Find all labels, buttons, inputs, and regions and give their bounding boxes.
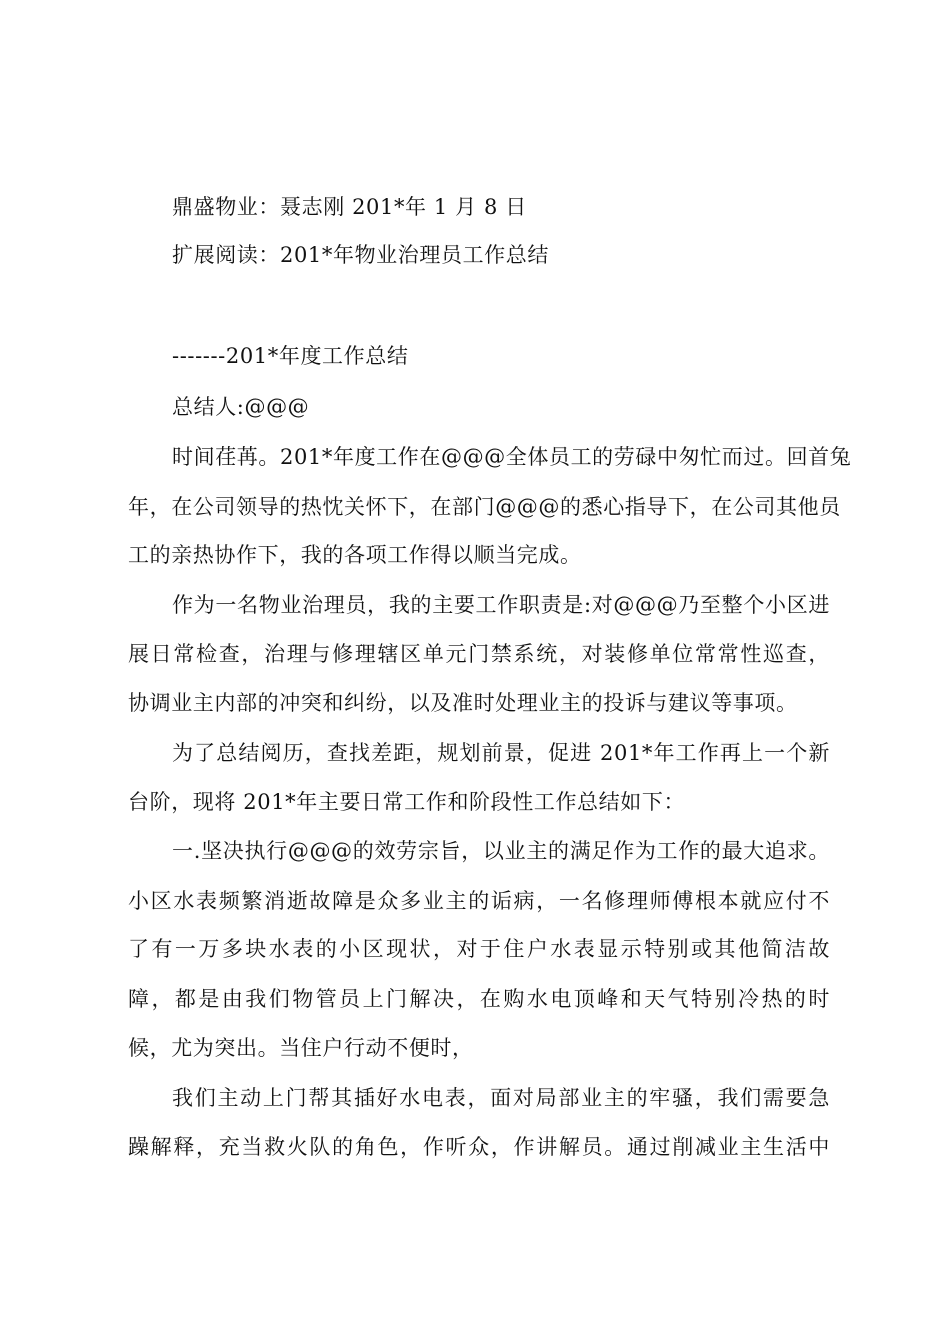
paragraph-line: 工的亲热协作下，我的各项工作得以顺当完成。 xyxy=(128,543,582,567)
paragraph-line: 为了总结阅历，查找差距，规划前景，促进 201*年工作再上一个新 xyxy=(172,741,830,765)
paragraph-line: 一.坚决执行@@@的效劳宗旨，以业主的满足作为工作的最大追求。 xyxy=(172,839,830,863)
report-author: 总结人:@@@ xyxy=(172,395,310,419)
paragraph-line: 我们主动上门帮其插好水电表，面对局部业主的牢骚，我们需要急 xyxy=(172,1086,830,1110)
report-title: -------201*年度工作总结 xyxy=(172,344,409,368)
paragraph-line: 展日常检查，治理与修理辖区单元门禁系统，对装修单位常常性巡查， xyxy=(128,642,830,666)
paragraph-line: 障，都是由我们物管员上门解决，在购水电顶峰和天气特别冷热的时 xyxy=(128,987,830,1011)
paragraph-line: 作为一名物业治理员，我的主要工作职责是:对@@@乃至整个小区进 xyxy=(172,593,830,617)
paragraph-line: 候，尤为突出。当住户行动不便时， xyxy=(128,1036,474,1060)
signature-line: 鼎盛物业：聂志刚 201*年 1 月 8 日 xyxy=(172,195,527,219)
paragraph-line: 时间荏苒。201*年度工作在@@@全体员工的劳碌中匆忙而过。回首兔 xyxy=(172,445,852,469)
paragraph-line: 躁解释，充当救火队的角色，作听众，作讲解员。通过削减业主生活中 xyxy=(128,1135,830,1159)
paragraph-line: 小区水表频繁消逝故障是众多业主的诟病，一名修理师傅根本就应付不 xyxy=(128,889,830,913)
paragraph-line: 台阶，现将 201*年主要日常工作和阶段性工作总结如下： xyxy=(128,790,686,814)
paragraph-line: 协调业主内部的冲突和纠纷，以及准时处理业主的投诉与建议等事项。 xyxy=(128,691,798,715)
extended-reading-line: 扩展阅读：201*年物业治理员工作总结 xyxy=(172,243,549,267)
paragraph-line: 年，在公司领导的热忱关怀下，在部门@@@的悉心指导下，在公司其他员 xyxy=(128,495,841,519)
paragraph-line: 了有一万多块水表的小区现状，对于住户水表显示特别或其他简洁故 xyxy=(128,937,830,961)
